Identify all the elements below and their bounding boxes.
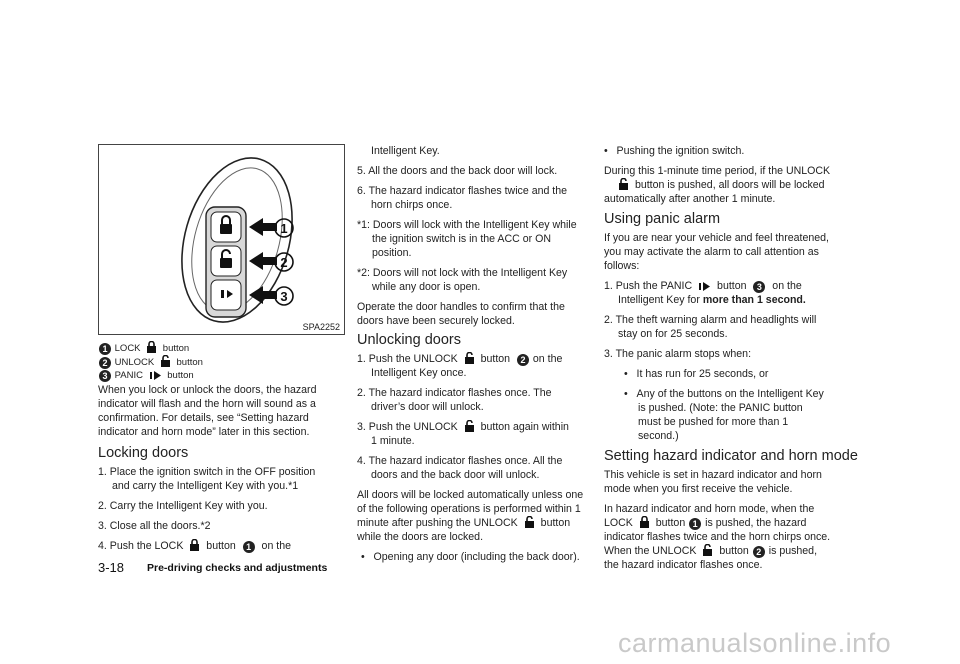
unlock-icon	[160, 355, 171, 368]
unlocking-step-3-cont: 1 minute.	[371, 435, 415, 447]
callout-2: 2	[280, 255, 288, 270]
unlock-icon	[524, 516, 535, 529]
intro-line: When you lock or unlock the doors, the hazard	[98, 384, 317, 396]
panic-para: you may activate the alarm to call attention as	[604, 246, 819, 258]
panic-para: follows:	[604, 260, 640, 272]
operate-handles: Operate the door handles to confirm that the	[357, 301, 565, 313]
hazard-para: mode when you first receive the vehicle.	[604, 483, 793, 495]
intro-line: confirmation. For details, see “Setting hazard	[98, 412, 309, 424]
bullet-item-cont: must be pushed for more than 1	[638, 416, 789, 428]
intro-line: indicator and horn mode” later in this section.	[98, 426, 310, 438]
legend-item-unlock: 2 UNLOCK button	[98, 355, 203, 370]
locking-step-1-cont: and carry the Intelligent Key with you.*1	[112, 480, 299, 492]
locking-step-4: 4. Push the LOCK button 1 on the	[98, 540, 292, 552]
locking-step-3: 3. Close all the doors.*2	[98, 520, 211, 532]
locking-step-6: 6. The hazard indicator flashes twice and the	[357, 185, 568, 197]
section-title: Pre-driving checks and adjustments	[147, 562, 328, 574]
heading-locking-doors: Locking doors	[98, 445, 189, 461]
bullet-item-cont: second.)	[638, 430, 679, 442]
key-fob-figure	[98, 144, 345, 335]
hazard-para: the hazard indicator flashes once.	[604, 559, 763, 571]
hazard-para: When the UNLOCK button 2 is pushed,	[604, 545, 818, 557]
unlocking-step-4-cont: doors and the back door will unlock.	[371, 469, 540, 481]
heading-hazard-horn-mode: Setting hazard indicator and horn mode	[604, 448, 858, 464]
panic-icon	[698, 281, 711, 292]
callout-arrows	[249, 218, 277, 304]
footnote-2: *2: Doors will not lock with the Intelligent Key	[357, 267, 568, 279]
figure-label: SPA2252	[302, 322, 340, 332]
time-period-para: button is pushed, all doors will be locked	[604, 178, 825, 192]
hazard-para: LOCK button 1 is pushed, the hazard	[604, 517, 807, 529]
panic-step-3: 3. The panic alarm stops when:	[604, 348, 752, 360]
heading-panic-alarm: Using panic alarm	[604, 211, 721, 227]
unlocking-step-1: 1. Push the UNLOCK button 2 on the	[357, 353, 563, 365]
footnote-2-cont: while any door is open.	[372, 281, 481, 293]
unlocking-step-4: 4. The hazard indicator flashes once. All the	[357, 455, 563, 467]
unlocking-step-2: 2. The hazard indicator flashes once. The	[357, 387, 552, 399]
panic-icon	[149, 370, 162, 381]
hazard-para: This vehicle is set in hazard indicator and horn	[604, 469, 822, 481]
lock-icon	[146, 341, 157, 354]
unlock-icon	[618, 178, 629, 191]
lock-icon	[189, 539, 200, 552]
bullet-item: • Opening any door (including the back door).	[361, 551, 580, 563]
legend-item-panic: 3 PANIC button	[98, 369, 194, 383]
intelligent-key-illustration	[99, 145, 344, 334]
panic-para: If you are near your vehicle and feel threatened,	[604, 232, 829, 244]
heading-unlocking-doors: Unlocking doors	[357, 332, 461, 348]
callout-1: 1	[280, 221, 288, 236]
auto-lock-para: minute after pushing the UNLOCK button	[357, 517, 571, 529]
panic-step-2: 2. The theft warning alarm and headlights will	[604, 314, 817, 326]
unlock-icon	[702, 544, 713, 557]
locking-step-6-cont: horn chirps once.	[371, 199, 453, 211]
unlock-icon	[464, 420, 475, 433]
locking-step-2: 2. Carry the Intelligent Key with you.	[98, 500, 268, 512]
hazard-para: indicator flashes twice and the horn chirps once.	[604, 531, 831, 543]
auto-lock-para: All doors will be locked automatically unless one	[357, 489, 584, 501]
locking-step-4-cont: Intelligent Key.	[371, 145, 440, 157]
bullet-item: • It has run for 25 seconds, or	[624, 368, 769, 380]
intro-line: indicator will flash and the horn will sound as a	[98, 398, 316, 410]
footnote-1-cont: the ignition switch is in the ACC or ON	[372, 233, 551, 245]
operate-handles-cont: doors have been securely locked.	[357, 315, 515, 327]
panic-step-2-cont: stay on for 25 seconds.	[618, 328, 728, 340]
locking-step-5: 5. All the doors and the back door will lock.	[357, 165, 558, 177]
footnote-1-cont: position.	[372, 247, 412, 259]
time-period-para: automatically after another 1 minute.	[604, 193, 776, 205]
unlocking-step-2-cont: driver’s door will unlock.	[371, 401, 484, 413]
auto-lock-para: while the doors are locked.	[357, 531, 484, 543]
page-number: 3-18	[98, 560, 125, 575]
auto-lock-para: of the following operations is performed within 1	[357, 503, 581, 515]
bullet-item: • Any of the buttons on the Intelligent Key	[624, 388, 824, 400]
time-period-para: During this 1-minute time period, if the UNLOCK	[604, 165, 831, 177]
locking-step-1: 1. Place the ignition switch in the OFF position	[98, 466, 316, 478]
bullet-item: • Pushing the ignition switch.	[604, 145, 745, 157]
callout-3: 3	[280, 289, 288, 304]
watermark: carmanualsonline.info	[618, 628, 892, 658]
unlocking-step-1-cont: Intelligent Key once.	[371, 367, 467, 379]
bullet-item-cont: is pushed. (Note: the PANIC button	[638, 402, 803, 414]
unlocking-step-3: 3. Push the UNLOCK button again within	[357, 421, 569, 433]
lock-icon	[639, 516, 650, 529]
panic-step-1-cont: Intelligent Key for more than 1 second.	[618, 294, 806, 306]
legend-item-lock: 1 LOCK button	[98, 341, 189, 356]
hazard-para: In hazard indicator and horn mode, when the	[604, 503, 815, 515]
unlock-icon	[464, 352, 475, 365]
footnote-1: *1: Doors will lock with the Intelligent Key while	[357, 219, 577, 231]
panic-step-1: 1. Push the PANIC button 3 on the	[604, 280, 802, 292]
